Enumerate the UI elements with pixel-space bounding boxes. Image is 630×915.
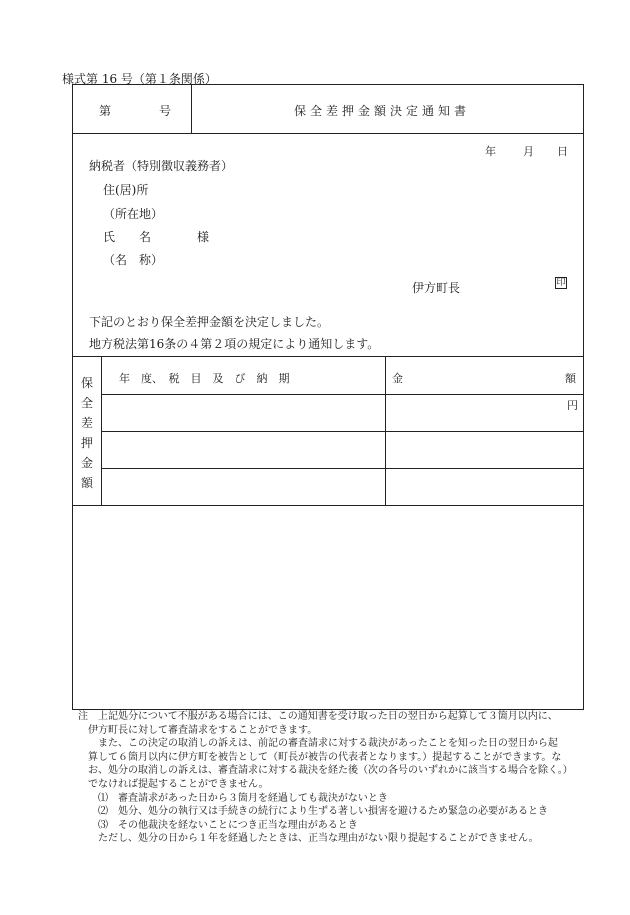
name-label: 氏 名 bbox=[103, 230, 152, 244]
table-row-line-1 bbox=[101, 394, 583, 395]
date-month: 月 bbox=[523, 145, 534, 158]
note-line: ⑶ その他裁決を経ないことにつき正当な理由があるとき bbox=[78, 819, 358, 831]
table-row-line-2 bbox=[101, 431, 583, 432]
note-line: 注 上記処分について不服がある場合には、この通知書を受け取った日の翌日から起算して３箇月以内に、 bbox=[78, 711, 558, 722]
form-id: 様式第 16 号（第１条関係） bbox=[62, 72, 217, 86]
honorific: 様 bbox=[197, 230, 210, 244]
form-frame bbox=[72, 84, 584, 710]
note-line: でなければ提起することができません。 bbox=[78, 778, 269, 790]
entity-name-label: （名 称） bbox=[103, 253, 164, 267]
issuer-name: 伊方町長 bbox=[412, 281, 461, 295]
number-label: 第 号 bbox=[99, 104, 172, 118]
header-bottom-line bbox=[73, 133, 583, 134]
col2-header-right: 額 bbox=[565, 372, 576, 385]
note-line: 算して６箇月以内に伊方町を被告として（町長が被告の代表者となります。）提起することができます。な bbox=[78, 751, 562, 763]
side-label-vertical: 保 全 差 押 金 額 bbox=[80, 376, 93, 490]
document-title: 保全差押金額決定通知書 bbox=[294, 104, 471, 118]
currency-unit: 円 bbox=[567, 399, 578, 412]
note-line: ⑵ 処分、処分の執行又は手続きの続行により生ずる著しい損害を避けるため緊急の必要があるとき bbox=[78, 806, 548, 818]
col1-header: 年 度、 税 目 及 び 納 期 bbox=[119, 372, 290, 385]
notes-section bbox=[78, 710, 578, 846]
location-label: （所在地） bbox=[103, 207, 164, 221]
note-line: 伊方町長に対して審査請求をすることができます。 bbox=[78, 724, 318, 736]
statement-line1: 下記のとおり保全差押金額を決定しました。 bbox=[89, 315, 330, 329]
note-line: お、処分の取消しの訴えは、審査請求に対する裁決を経た後（次の各号のいずれかに該当する場合を除く。） bbox=[78, 765, 573, 777]
table-bottom-line bbox=[73, 505, 583, 506]
header-divider bbox=[191, 85, 192, 133]
date-day: 日 bbox=[557, 145, 568, 158]
address-label: 住(居)所 bbox=[103, 183, 149, 197]
date-year: 年 bbox=[485, 145, 496, 158]
seal-mark: 印 bbox=[556, 278, 566, 288]
note-line: また、この決定の取消しの訴えは、前記の審査請求に対する裁決があったことを知った日の翌日から起 bbox=[78, 738, 558, 750]
addressee-role: 納税者（特別徴収義務者） bbox=[89, 159, 234, 173]
table-top-line bbox=[73, 356, 583, 357]
col2-header-left: 金 bbox=[392, 372, 403, 385]
table-row-line-3 bbox=[101, 468, 583, 469]
note-line: ただし、処分の日から１年を経過したときは、正当な理由がない限り提起することができません。 bbox=[78, 833, 539, 845]
note-line: ⑴ 審査請求があった日から３箇月を経過しても裁決がないとき bbox=[78, 792, 388, 804]
statement-line2: 地方税法第16条の４第２項の規定により通知します。 bbox=[89, 337, 380, 351]
